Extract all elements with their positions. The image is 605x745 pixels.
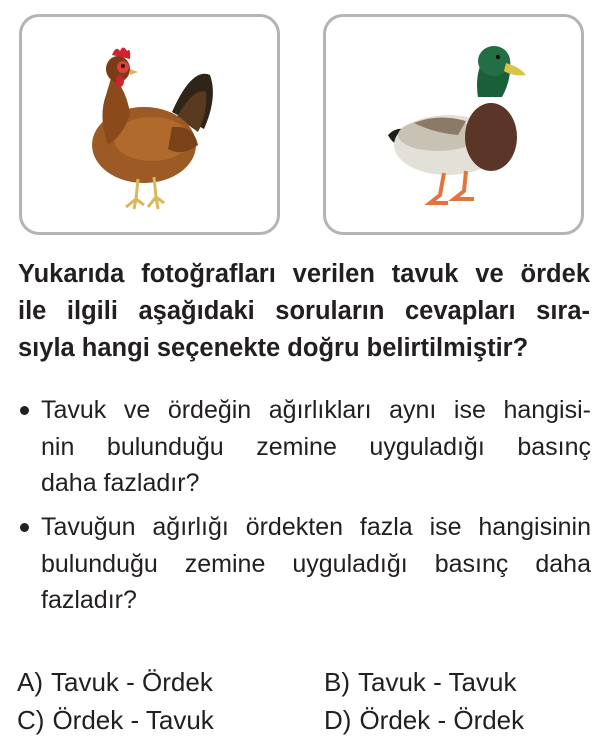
bullet-line: fazladır? xyxy=(41,586,137,614)
question-line: sıyla hangi seçenekte doğru belirtilmiştir? xyxy=(18,334,529,362)
bullet-line: nin bulunduğu zemine uyguladığı basınç xyxy=(41,432,591,461)
bullet-line: Tavuğun ağırlığı ördekten fazla ise hangisinin xyxy=(41,513,591,541)
option-letter: A) xyxy=(17,667,43,697)
option-letter: C) xyxy=(17,705,45,735)
duck-photo xyxy=(326,17,581,232)
question-line: ile ilgili aşağıdaki soruların cevapları sıra- xyxy=(18,297,590,325)
bullet-dot-icon xyxy=(20,523,29,532)
bullet-text xyxy=(41,392,591,502)
option-text: Tavuk - Ördek xyxy=(51,667,213,697)
answer-option-b[interactable] xyxy=(324,667,516,697)
option-letter: D) xyxy=(324,705,352,735)
chicken-image-frame xyxy=(19,14,280,235)
bullet-text xyxy=(41,509,591,619)
bullet-dot-icon xyxy=(20,406,29,415)
option-text: Tavuk - Tavuk xyxy=(358,667,517,697)
chicken-photo xyxy=(22,17,277,232)
answer-option-a[interactable] xyxy=(17,667,213,697)
bullet-line: Tavuk ve ördeğin ağırlıkları aynı ise hangisi- xyxy=(41,396,591,424)
question-line: Yukarıda fotoğrafları verilen tavuk ve ördek xyxy=(18,260,590,288)
question-text xyxy=(18,256,590,367)
bullet-line: bulunduğu zemine uyguladığı basınç daha xyxy=(41,549,591,578)
option-text: Ördek - Ördek xyxy=(359,705,525,735)
option-text: Ördek - Tavuk xyxy=(52,705,214,735)
duck-image-frame xyxy=(323,14,584,235)
option-letter: B) xyxy=(324,667,350,697)
answer-option-c[interactable] xyxy=(17,705,214,735)
answer-option-d[interactable] xyxy=(324,705,524,735)
bullet-line: daha fazladır? xyxy=(41,469,200,497)
